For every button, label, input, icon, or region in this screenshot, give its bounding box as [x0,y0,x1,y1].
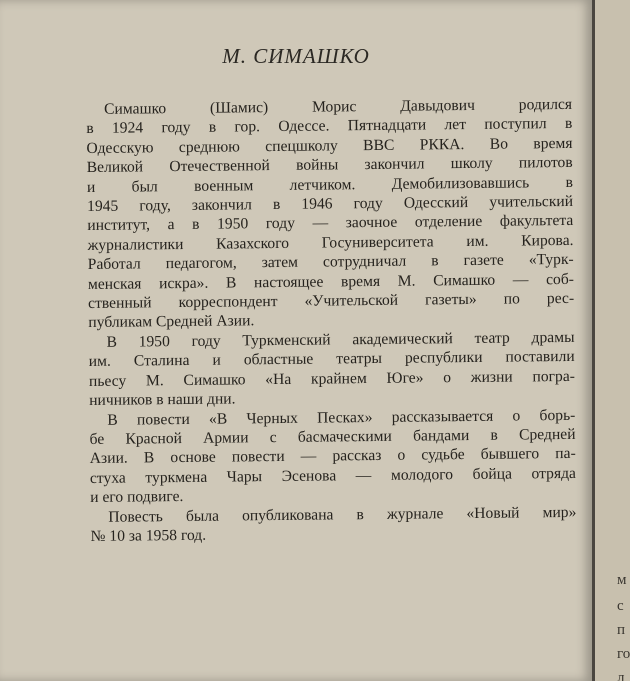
text-line: Великой Отечественной войны закончил школу пилотов [86,154,573,177]
text-line: ничников в наши дни. [89,390,236,410]
text-line: и был военным летчиком. Демобилизовавшись в [86,173,573,196]
adjacent-page-edge [595,0,630,681]
text-line: пьесу М. Симашко «На крайнем Юге» о жизни погра- [88,367,576,390]
text-line: Работал педагогом, затем сотрудничал в газете «Турк- [87,251,574,274]
text-line: институт, а в 1950 году — заочное отделение факультета [87,212,574,235]
text-line: Азии. В основе повести — рассказ о судьбе бывшего па- [89,445,576,468]
adjacent-page-fragment: м [617,572,627,588]
text-line: В 1950 году Туркменский академический театр драмы [106,328,575,351]
text-line: Симашко (Шамис) Морис Давыдович родился [104,95,573,118]
text-line: стуха туркмена Чары Эсенова — молодого бойца отряда [89,464,577,487]
text-line: Повесть была опубликована в журнале «Новый мир» [108,503,577,526]
adjacent-page-fragment: л [617,670,625,681]
text-line: № 10 за 1958 год. [90,526,207,545]
author-heading: М. СИМАШКО [222,44,370,68]
adjacent-page-fragment: с [617,598,624,614]
biography-text [86,95,577,546]
adjacent-page-fragment: го [617,646,630,662]
text-line: журналистики Казахского Госуниверситета им. Кирова. [87,231,574,254]
text-line: менская искра». В настоящее время М. Симашко — соб- [87,270,574,293]
text-line: В повести «В Черных Песках» рассказывается о борь- [107,406,576,429]
text-line: и его подвиге. [90,488,184,507]
text-line: бе Красной Армии с басмаческими бандами в Средней [89,425,576,448]
text-line: в 1924 году в гор. Одессе. Пятнадцати лет поступил в [86,115,573,138]
text-line: Одесскую среднюю спецшколу ВВС РККА. Во время [86,134,573,157]
adjacent-page-fragment: п [617,622,626,638]
text-line: им. Сталина и областные театры республики поставили [88,348,575,371]
text-line: 1945 году, закончил в 1946 году Одесский учительский [87,192,574,216]
text-line: публикам Средней Азии. [88,312,255,332]
text-line: ственный корреспондент «Учительской газеты» по рес- [88,289,575,313]
